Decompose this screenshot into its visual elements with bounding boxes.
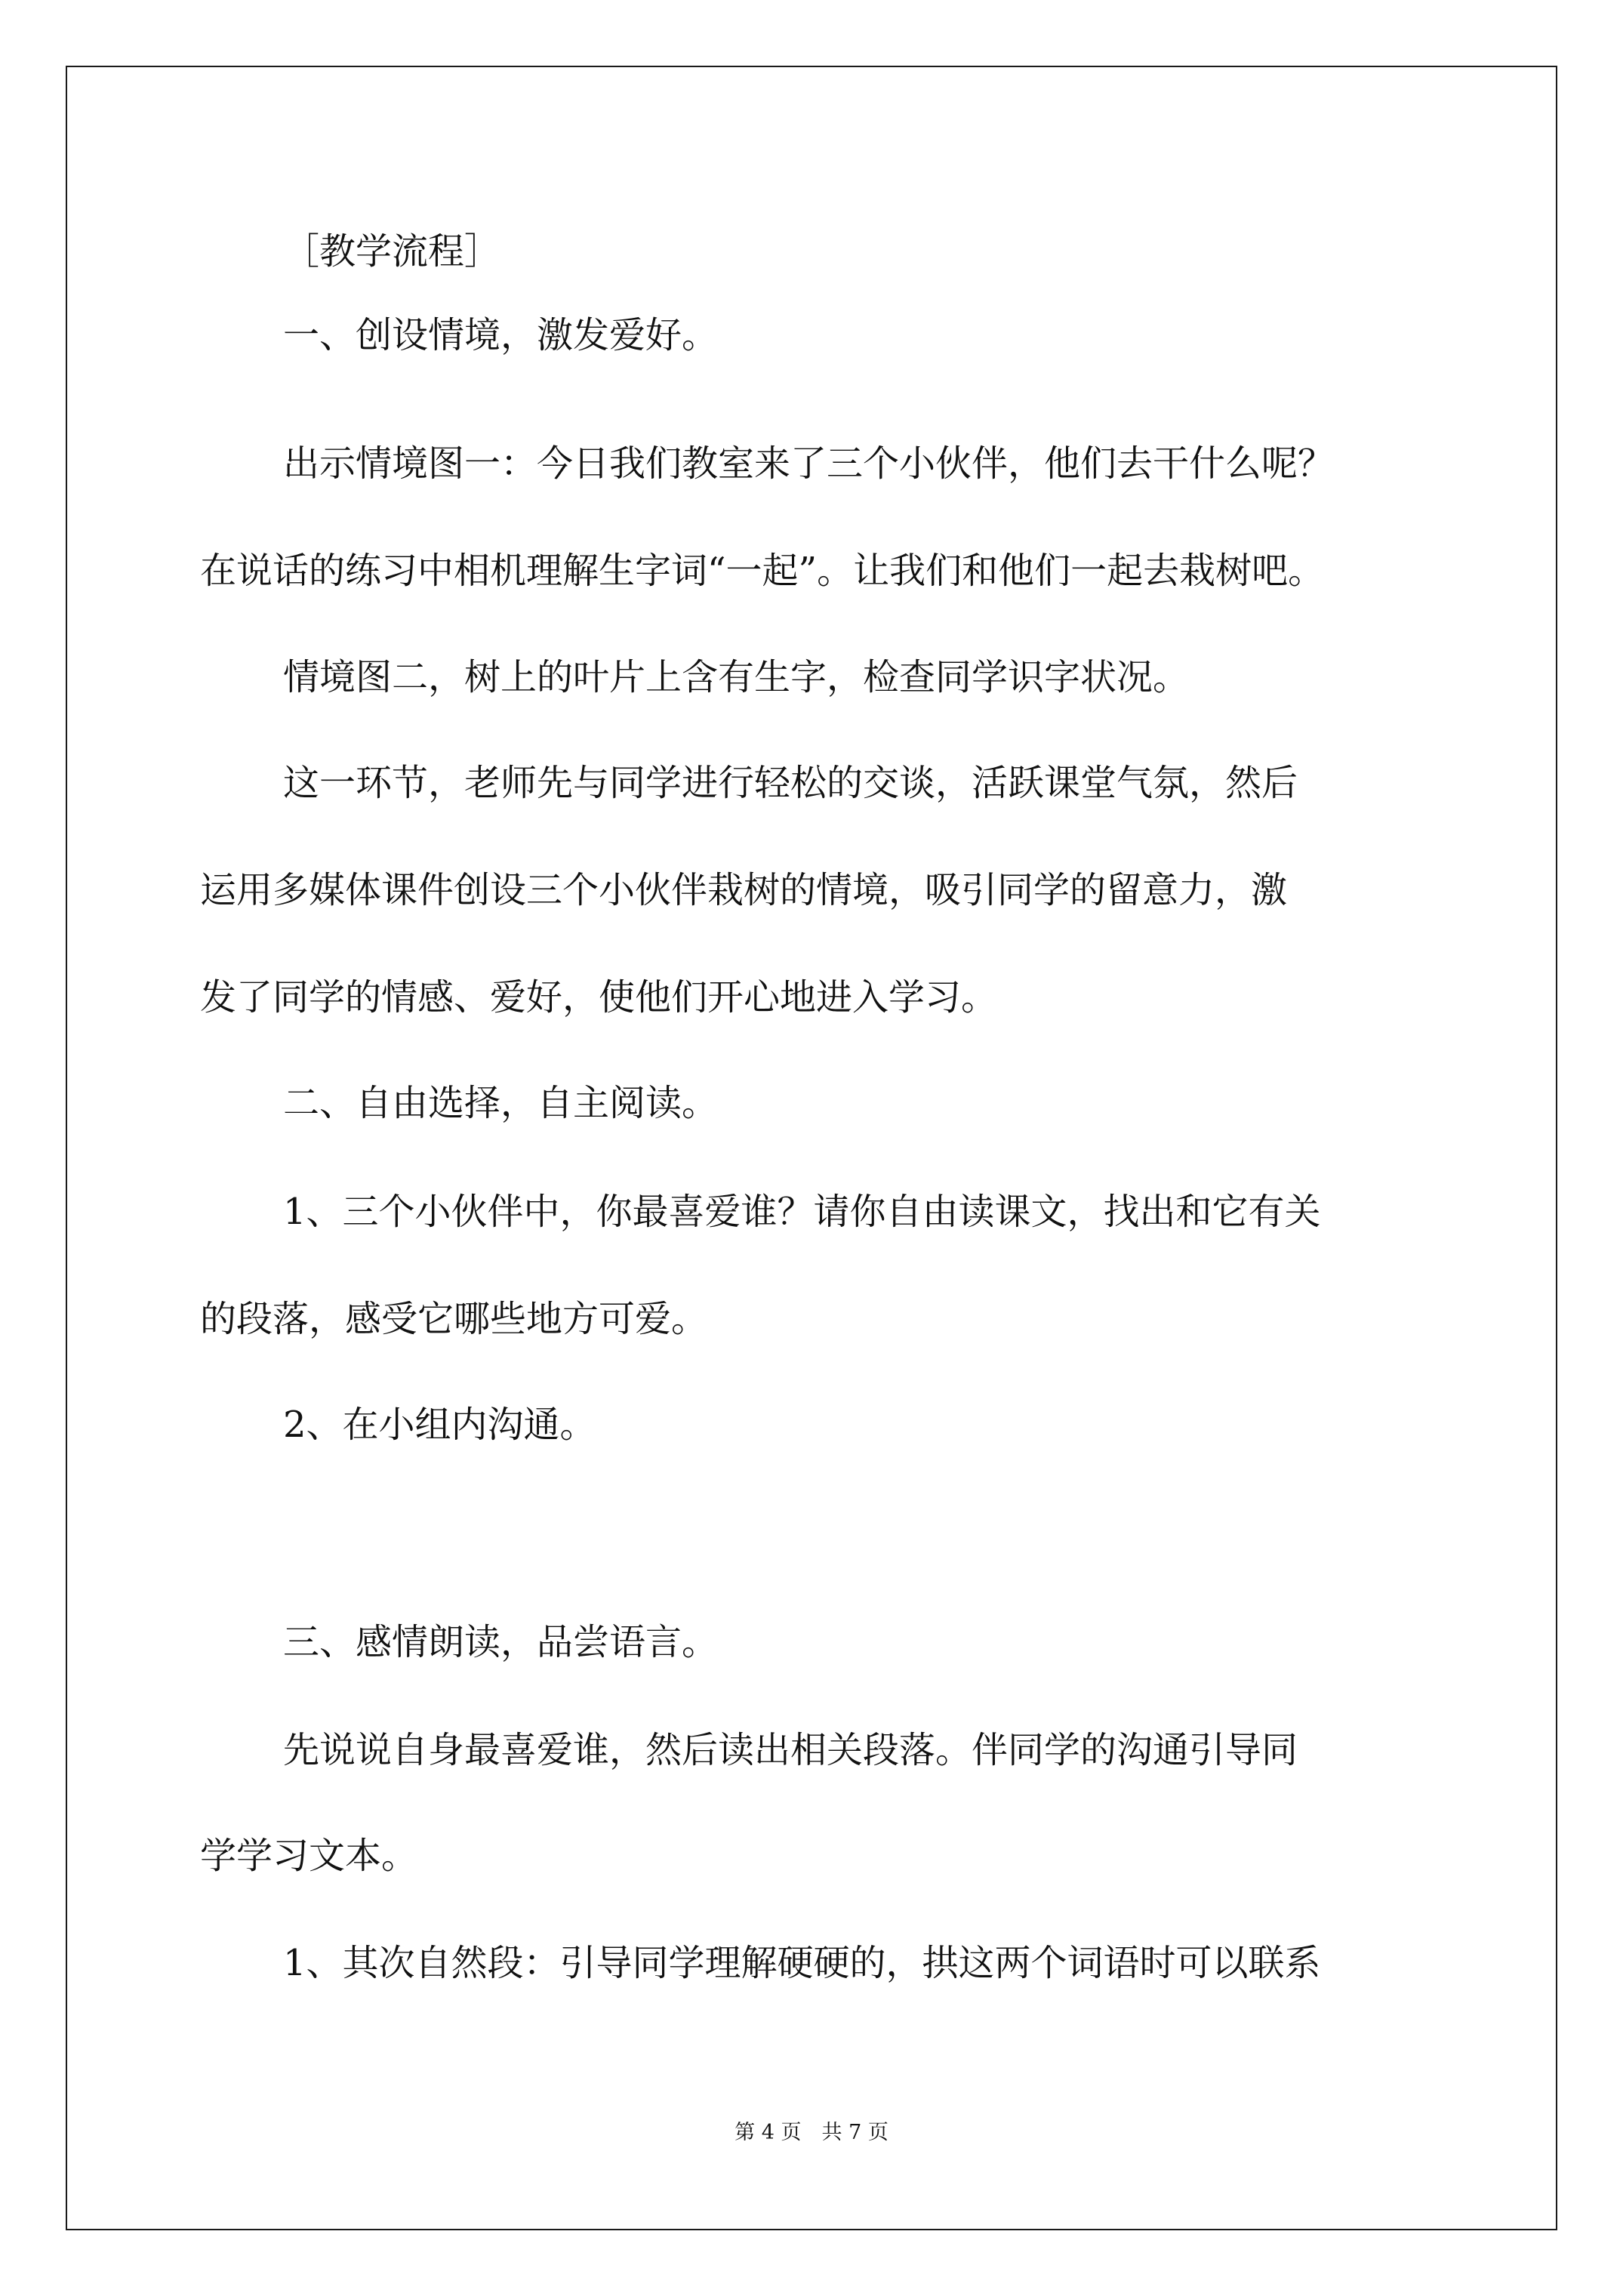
paragraph-line: 出示情境图一：今日我们教室来了三个小伙伴，他们去干什么呢？ [283, 442, 1335, 485]
paragraph-line: 学学习文本。 [200, 1835, 418, 1877]
paragraph-line: 这一环节，老师先与同学进行轻松的交谈，活跃课堂气氛，然后 [283, 762, 1298, 804]
heading-part-three: 三、感情朗读，品尝语言。 [283, 1621, 719, 1663]
paragraph-line: 运用多媒体课件创设三个小伙伴栽树的情境，吸引同学的留意力，激 [200, 869, 1288, 911]
paragraph-line: 2、在小组内沟通。 [283, 1404, 596, 1446]
section-heading-teaching-process: ［教学流程］ [283, 230, 501, 273]
paragraph-line: 1、其次自然段：引导同学理解硬硬的，拱这两个词语时可以联系 [283, 1942, 1321, 1984]
paragraph-line: 先说说自身最喜爱谁，然后读出相关段落。伴同学的沟通引导同 [283, 1729, 1298, 1771]
paragraph-line: 在说话的练习中相机理解生字词“一起”。让我们和他们一起去栽树吧。 [200, 550, 1325, 592]
paragraph-line: 发了同学的情感、爱好，使他们开心地进入学习。 [200, 976, 998, 1019]
paragraph-line: 情境图二，树上的叶片上含有生字，检查同学识字状况。 [283, 656, 1190, 698]
heading-part-one: 一、创设情境，激发爱好。 [283, 314, 719, 356]
page-number-footer: 第 4 页 共 7 页 [735, 2121, 888, 2144]
heading-part-two: 二、自由选择，自主阅读。 [283, 1082, 719, 1124]
paragraph-line: 1、三个小伙伴中，你最喜爱谁？请你自由读课文，找出和它有关 [283, 1191, 1321, 1233]
page-border [66, 66, 1557, 2230]
paragraph-line: 的段落，感受它哪些地方可爱。 [200, 1298, 708, 1340]
